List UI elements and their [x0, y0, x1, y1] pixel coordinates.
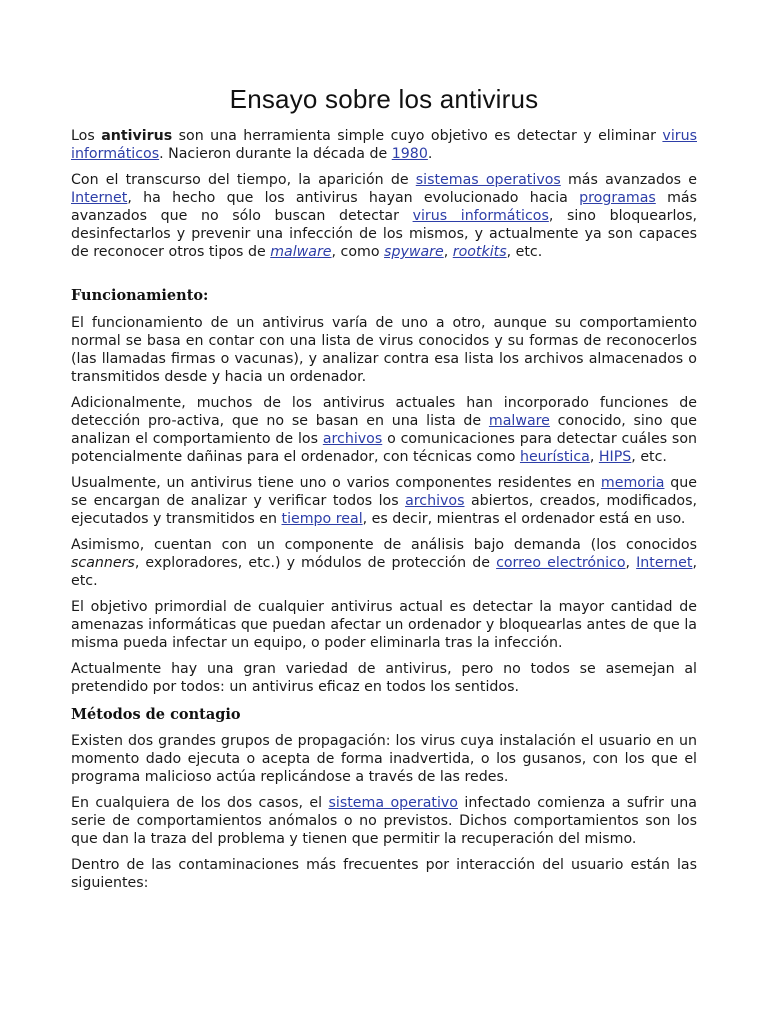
- italic-term: scanners: [71, 555, 135, 571]
- link-1980[interactable]: 1980: [391, 146, 428, 162]
- funcionamiento-paragraph-5: El objetivo primordial de cualquier antivirus actual es detectar la mayor cantidad de amenazas informáticas que puedan afectar un ordenador y bloquearlas antes de que la misma pueda infectar un equipo, o poder eliminarla tras la infección.: [71, 599, 697, 651]
- funcionamiento-paragraph-6: Actualmente hay una gran variedad de antivirus, pero no todos se asemejan al pretendido por todos: un antivirus eficaz en todos los sentidos.: [71, 661, 697, 695]
- metodos-paragraph-2: En cualquiera de los dos casos, el sistema operativo infectado comienza a sufrir una serie de comportamientos anómalos o no previstos. Dichos comportamientos son los que dan la traza del problema y tienen que permitir la recuperación del mismo.: [71, 795, 697, 847]
- link-internet[interactable]: Internet: [71, 190, 128, 206]
- link-archivos[interactable]: archivos: [322, 431, 383, 447]
- intro-paragraph-1: Los antivirus son una herramienta simple cuyo objetivo es detectar y eliminar virus informáticos. Nacieron durante la década de 1980.: [71, 128, 697, 162]
- bold-term: antivirus: [101, 128, 173, 144]
- funcionamiento-paragraph-2: Adicionalmente, muchos de los antivirus actuales han incorporado funciones de detección pro-activa, que no se basan en una lista de malware conocido, sino que analizan el comportamiento de los archivos o comunicaciones para detectar cuáles son potencialmente dañinas para el ordenador, con técnicas como heurística, HIPS, etc.: [71, 395, 697, 465]
- page-title: Ensayo sobre los antivirus: [229, 84, 539, 114]
- link-heuristica[interactable]: heurística: [519, 449, 590, 465]
- link-virus-informaticos[interactable]: virus informáticos: [71, 128, 697, 162]
- link-internet[interactable]: Internet: [636, 555, 693, 571]
- link-sistemas-operativos[interactable]: sistemas operativos: [415, 172, 561, 188]
- funcionamiento-paragraph-4: Asimismo, cuentan con un componente de análisis bajo demanda (los conocidos scanners, exploradores, etc.) y módulos de protección de correo electrónico, Internet, etc.: [71, 537, 697, 589]
- link-spyware[interactable]: spyware: [384, 244, 444, 260]
- metodos-paragraph-1: Existen dos grandes grupos de propagación: los virus cuya instalación el usuario en un momento dado ejecuta o acepta de forma inadvertida, o los gusanos, con los que el programa malicioso actúa replicándose a través de las redes.: [71, 733, 697, 785]
- intro-paragraph-2: Con el transcurso del tiempo, la aparición de sistemas operativos más avanzados e Internet, ha hecho que los antivirus hayan evolucionado hacia programas más avanzados que no sólo buscan detectar virus informáticos, sino bloquearlos, desinfectarlos y prevenir una infección de los mismos, y actualmente ya son capaces de reconocer otros tipos de malware, como spyware, rootkits, etc.: [71, 172, 697, 260]
- link-archivos[interactable]: archivos: [405, 493, 465, 509]
- funcionamiento-paragraph-1: El funcionamiento de un antivirus varía de uno a otro, aunque su comportamiento normal se basa en contar con una lista de virus conocidos y su formas de reconocerlos (las llamadas firmas o vacunas), y analizar contra esa lista los archivos almacenados o transmitidos desde y hacia un ordenador.: [71, 315, 697, 385]
- section-heading-metodos: Métodos de contagio: [71, 706, 241, 723]
- link-correo-electronico[interactable]: correo electrónico: [496, 555, 626, 571]
- link-hips[interactable]: HIPS: [598, 449, 632, 465]
- metodos-paragraph-3: Dentro de las contaminaciones más frecuentes por interacción del usuario están las siguientes:: [71, 857, 697, 891]
- document-body: [71, 84, 697, 900]
- link-memoria[interactable]: memoria: [600, 475, 665, 491]
- link-rootkits[interactable]: rootkits: [452, 244, 507, 260]
- section-heading-funcionamiento: Funcionamiento:: [71, 287, 209, 304]
- link-sistema-operativo[interactable]: sistema operativo: [328, 795, 458, 811]
- link-malware[interactable]: malware: [270, 244, 332, 260]
- funcionamiento-paragraph-3: Usualmente, un antivirus tiene uno o varios componentes residentes en memoria que se encargan de analizar y verificar todos los archivos abiertos, creados, modificados, ejecutados y transmitidos en tiempo real, es decir, mientras el ordenador está en uso.: [71, 475, 697, 527]
- link-programas[interactable]: programas: [579, 190, 656, 206]
- link-malware[interactable]: malware: [488, 413, 550, 429]
- link-tiempo-real[interactable]: tiempo real: [281, 511, 363, 527]
- link-virus-informaticos[interactable]: virus informáticos: [412, 208, 549, 224]
